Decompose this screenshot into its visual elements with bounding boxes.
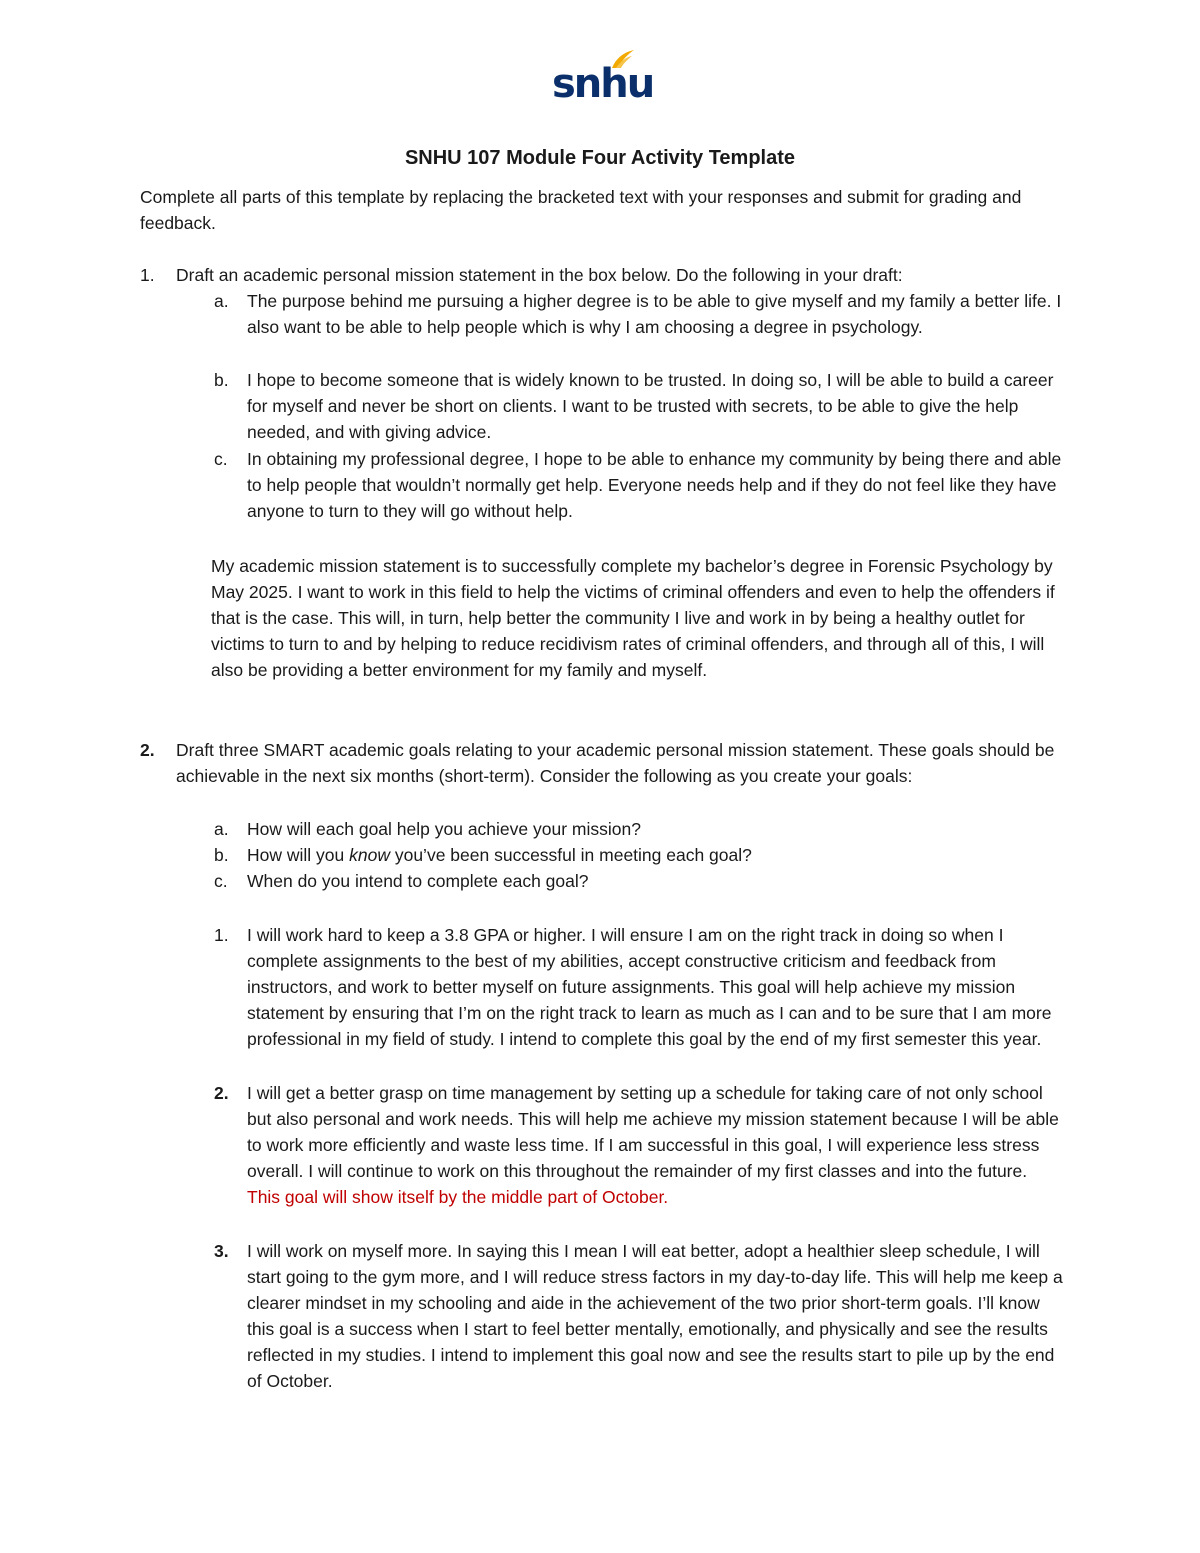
- section-2-question-label: b.: [214, 845, 229, 865]
- page-title: SNHU 107 Module Four Activity Template: [404, 147, 796, 169]
- section-2-question-label: a.: [214, 819, 229, 839]
- intro-instructions: Complete all parts of this template by replacing the bracketed text with your responses and submit for grading and feedback.: [140, 187, 1022, 233]
- section-2-question-text: How will each goal help you achieve your mission?: [247, 819, 641, 839]
- section-1-item-label: a.: [214, 291, 229, 311]
- goal-label: 3.: [214, 1241, 229, 1261]
- snhu-logo: [552, 48, 654, 108]
- goal-text: I will work hard to keep a 3.8 GPA or higher. I will ensure I am on the right track in doing so when I complete assignments to the best of my abilities, accept constructive criticism and feedback from instructors, and work to better myself on future assignments. This goal will help achieve my mission statement by ensuring that I’m on the right track to learn as much as I can and to be sure that I am more professional in my field of study. I intend to complete this goal by the end of my first semester this year.: [247, 925, 1052, 1049]
- section-1-item-text: I hope to become someone that is widely known to be trusted. In doing so, I will be able to build a career for myself and never be short on clients. I want to be trusted with secrets, to be able to give the help needed, and with giving advice.: [247, 370, 1054, 442]
- logo-wordmark: snhu: [552, 61, 654, 107]
- section-2-question-label: c.: [214, 871, 228, 891]
- section-1-item-text: In obtaining my professional degree, I hope to be able to enhance my community by being there and able to help people that wouldn’t normally get help. Everyone needs help and if they do not feel like they have anyone to turn to they will go without help.: [247, 449, 1062, 521]
- goal-text: I will work on myself more. In saying this I mean I will eat better, adopt a healthier sleep schedule, I will start going to the gym more, and I will reduce stress factors in my day-to-day life. This will help me keep a clearer mindset in my schooling and aide in the achievement of the two prior short-term goals. I’ll know this goal is a success when I start to feel better mentally, emotionally, and physically and see the results reflected in my studies. I intend to implement this goal now and see the results start to pile up by the end of October.: [247, 1241, 1063, 1391]
- goal-text: [247, 1080, 1063, 1210]
- section-2-prompt: Draft three SMART academic goals relating to your academic personal mission statement. These goals should be achievable in the next six months (short-term). Consider the following as you create your goals:: [176, 740, 1055, 786]
- goal-text-highlight: This goal will show itself by the middle part of October.: [247, 1187, 669, 1207]
- section-1-number: 1.: [140, 265, 155, 285]
- question-text-pre: How will you: [247, 845, 350, 865]
- section-1-item-text: The purpose behind me pursuing a higher degree is to be able to give myself and my family a better life. I also want to be able to help people which is why I am choosing a degree in psychology.: [247, 291, 1062, 337]
- goal-label: 1.: [214, 925, 229, 945]
- goal-label: 2.: [214, 1083, 229, 1103]
- question-text-post: you’ve been successful in meeting each goal?: [389, 845, 752, 865]
- section-1-item-label: c.: [214, 449, 228, 469]
- section-2-number: 2.: [140, 740, 155, 760]
- goal-text-main: I will get a better grasp on time management by setting up a schedule for taking care of not only school but also personal and work needs. This will help me achieve my mission statement because I will be able to work more efficiently and waste less time. If I am successful in this goal, I will experience less stress overall. I will continue to work on this throughout the remainder of my first classes and into the future.: [247, 1083, 1059, 1181]
- section-2-question-text: When do you intend to complete each goal?: [247, 871, 589, 891]
- question-text-emphasis: know: [349, 845, 390, 865]
- section-2-question-text: [247, 842, 1063, 868]
- section-1-prompt: Draft an academic personal mission statement in the box below. Do the following in your draft:: [176, 265, 903, 285]
- section-1-item-label: b.: [214, 370, 229, 390]
- mission-statement: My academic mission statement is to successfully complete my bachelor’s degree in Forensic Psychology by May 2025. I want to work in this field to help the victims of criminal offenders and even to help the offenders if that is the case. This will, in turn, help better the community I live and work in by being a healthy outlet for victims to turn to and by helping to reduce recidivism rates of criminal offenders, and through all of this, I will also be providing a better environment for my family and myself.: [211, 556, 1055, 680]
